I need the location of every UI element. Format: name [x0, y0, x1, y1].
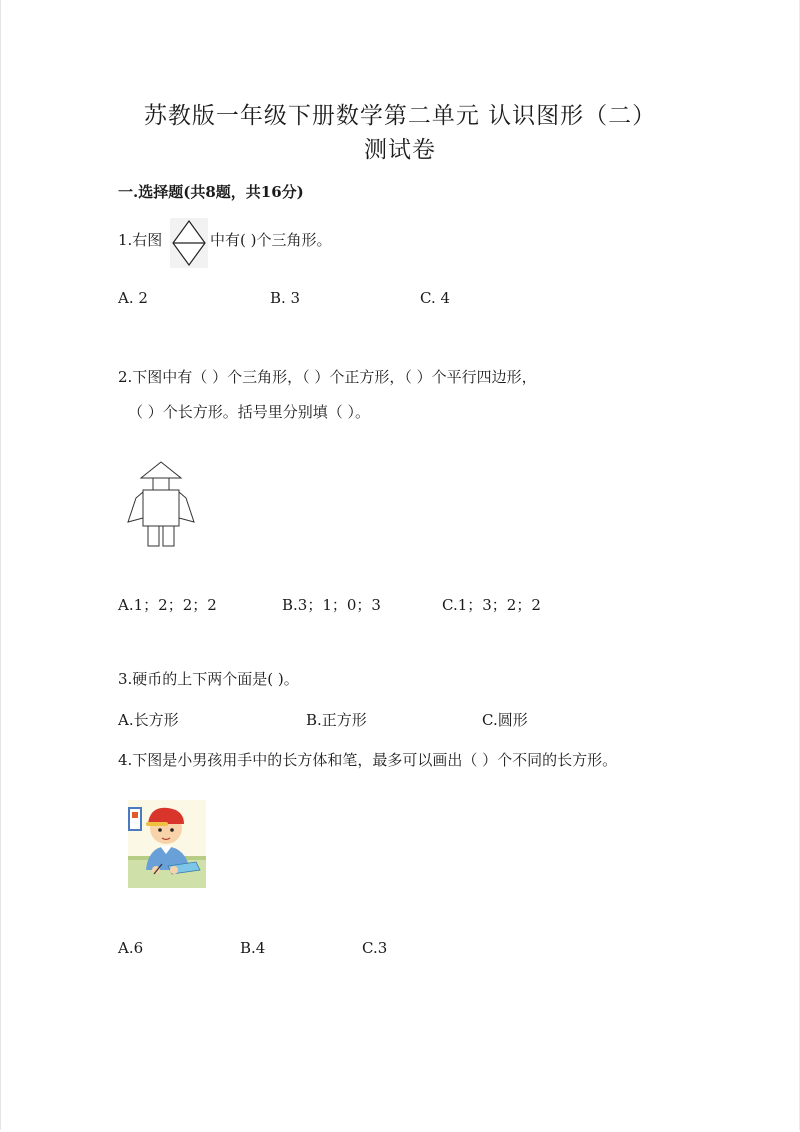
- q2-robot-figure: [126, 458, 198, 550]
- q3-option-c[interactable]: C.圆形: [482, 711, 528, 729]
- q1-option-b[interactable]: B. 3: [270, 289, 301, 307]
- q1-prefix: 1.右图: [118, 231, 163, 249]
- q4-option-b[interactable]: B.4: [240, 939, 266, 957]
- q1-option-a[interactable]: A. 2: [118, 289, 148, 307]
- q2-text-line2: （ ）个长方形。括号里分别填（ ）。: [128, 403, 371, 421]
- q1-diamond-figure: [170, 218, 208, 268]
- q1-option-c[interactable]: C. 4: [420, 289, 451, 307]
- page-subtitle: 测试卷: [364, 137, 436, 163]
- page-title: 苏教版一年级下册数学第二单元 认识图形（二）: [143, 103, 657, 129]
- q4-option-c[interactable]: C.3: [362, 939, 388, 957]
- section-heading: 一.选择题(共8题，共16分): [118, 183, 304, 201]
- q4-boy-illustration: [128, 800, 206, 888]
- q2-option-a[interactable]: A.1；2；2；2: [118, 596, 217, 614]
- q3-text: 3.硬币的上下两个面是( )。: [118, 670, 299, 688]
- q2-option-b[interactable]: B.3；1；0；3: [282, 596, 381, 614]
- q2-text-line1: 2.下图中有（ ）个三角形，（ ）个正方形，（ ）个平行四边形，: [118, 368, 537, 386]
- q4-text: 4.下图是小男孩用手中的长方体和笔，最多可以画出（ ）个不同的长方形。: [118, 751, 618, 769]
- q3-option-a[interactable]: A.长方形: [118, 711, 179, 729]
- q1-suffix: 中有( )个三角形。: [210, 231, 332, 249]
- q4-option-a[interactable]: A.6: [118, 939, 144, 957]
- q3-option-b[interactable]: B.正方形: [306, 711, 367, 729]
- q2-option-c[interactable]: C.1；3；2；2: [442, 596, 541, 614]
